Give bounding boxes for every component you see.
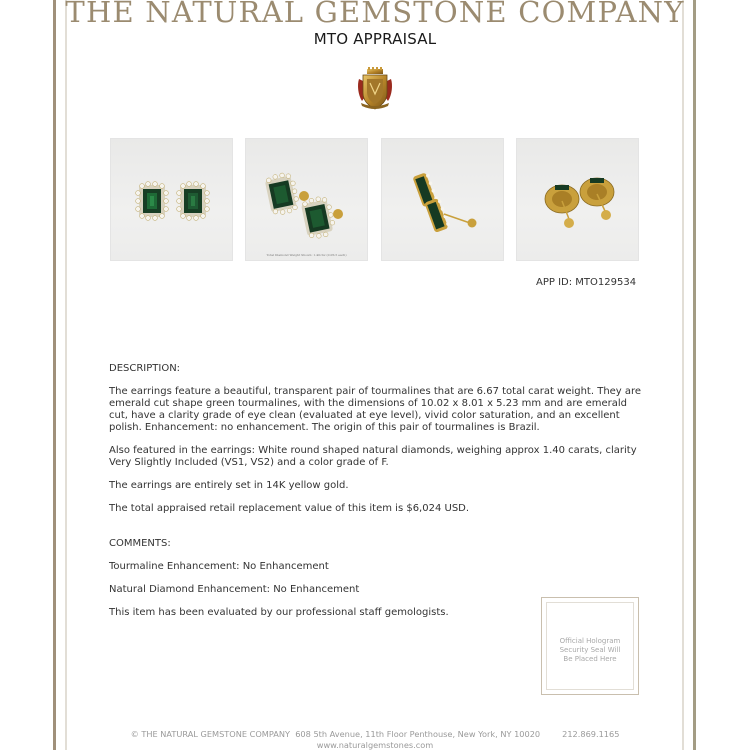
footer-company: © THE NATURAL GEMSTONE COMPANY [130, 729, 290, 739]
product-image-front[interactable] [110, 138, 233, 261]
page-border-inner-left [65, 0, 67, 750]
hologram-text-line: Official Hologram [559, 637, 621, 645]
page-border-outer-right [693, 0, 696, 750]
comments-label: COMMENTS: [109, 538, 171, 549]
footer [0, 729, 750, 751]
comment-line: This item has been evaluated by our professional staff gemologists. [109, 607, 449, 618]
earrings-front-image [111, 139, 233, 261]
description-section [109, 363, 649, 526]
footer-website[interactable]: www.naturalgemstones.com [316, 740, 434, 750]
product-image-side[interactable] [381, 138, 504, 261]
earrings-side-image [382, 139, 504, 261]
description-paragraph: The total appraised retail replacement value of this item is $6,024 USD. [109, 503, 470, 514]
comments-section [109, 538, 529, 630]
hologram-inner-frame [546, 602, 634, 690]
footer-address: 608 5th Avenue, 11th Floor Penthouse, New York, NY 10020 [295, 729, 541, 739]
brand-title: THE NATURAL GEMSTONE COMPANY [65, 0, 685, 29]
hologram-text [547, 637, 633, 664]
page-border-inner-right [682, 0, 684, 750]
product-image-angled[interactable] [245, 138, 368, 261]
comment-line: Tourmaline Enhancement: No Enhancement [109, 561, 329, 572]
hologram-seal-placeholder [541, 597, 639, 695]
footer-phone: 212.869.1165 [562, 729, 620, 739]
description-paragraph: The earrings feature a beautiful, transparent pair of tourmalines that are 6.67 total carat weight. They are emerald cut shape green tourmalines, with the dimensions of 10.02 x 8.01 x 5.23 mm and are emerald cut, have a clarity grade of eye clean (evaluated at eye level), vivid color saturation, and an excellent polish. Enhancement: no enhancement. The origin of this pair of tourmalines is Brazil. [109, 386, 642, 433]
description-label: DESCRIPTION: [109, 363, 181, 374]
product-image-back[interactable] [516, 138, 639, 261]
hologram-text-line: Be Placed Here [563, 655, 617, 663]
description-paragraph: The earrings are entirely set in 14K yellow gold. [109, 480, 349, 491]
comment-line: Natural Diamond Enhancement: No Enhancement [109, 584, 360, 595]
page-border-outer-left [53, 0, 56, 750]
footer-address-line [0, 729, 750, 740]
app-id: APP ID: MTO129534 [536, 277, 637, 288]
description-paragraph: Also featured in the earrings: White round shaped natural diamonds, weighing approx 1.40 carats, clarity Very Slightly Included (VS1, VS2) and a color grade of F. [109, 445, 637, 468]
crest-icon [357, 67, 393, 111]
document-subtitle: MTO APPRAISAL [313, 30, 437, 48]
earrings-back-image [517, 139, 639, 261]
image-caption: Total Diamond Weight Shown: 1.40ctw (0.05ct each) [266, 253, 347, 257]
hologram-text-line: Security Seal Will [559, 646, 621, 654]
earrings-angled-image [246, 139, 368, 261]
